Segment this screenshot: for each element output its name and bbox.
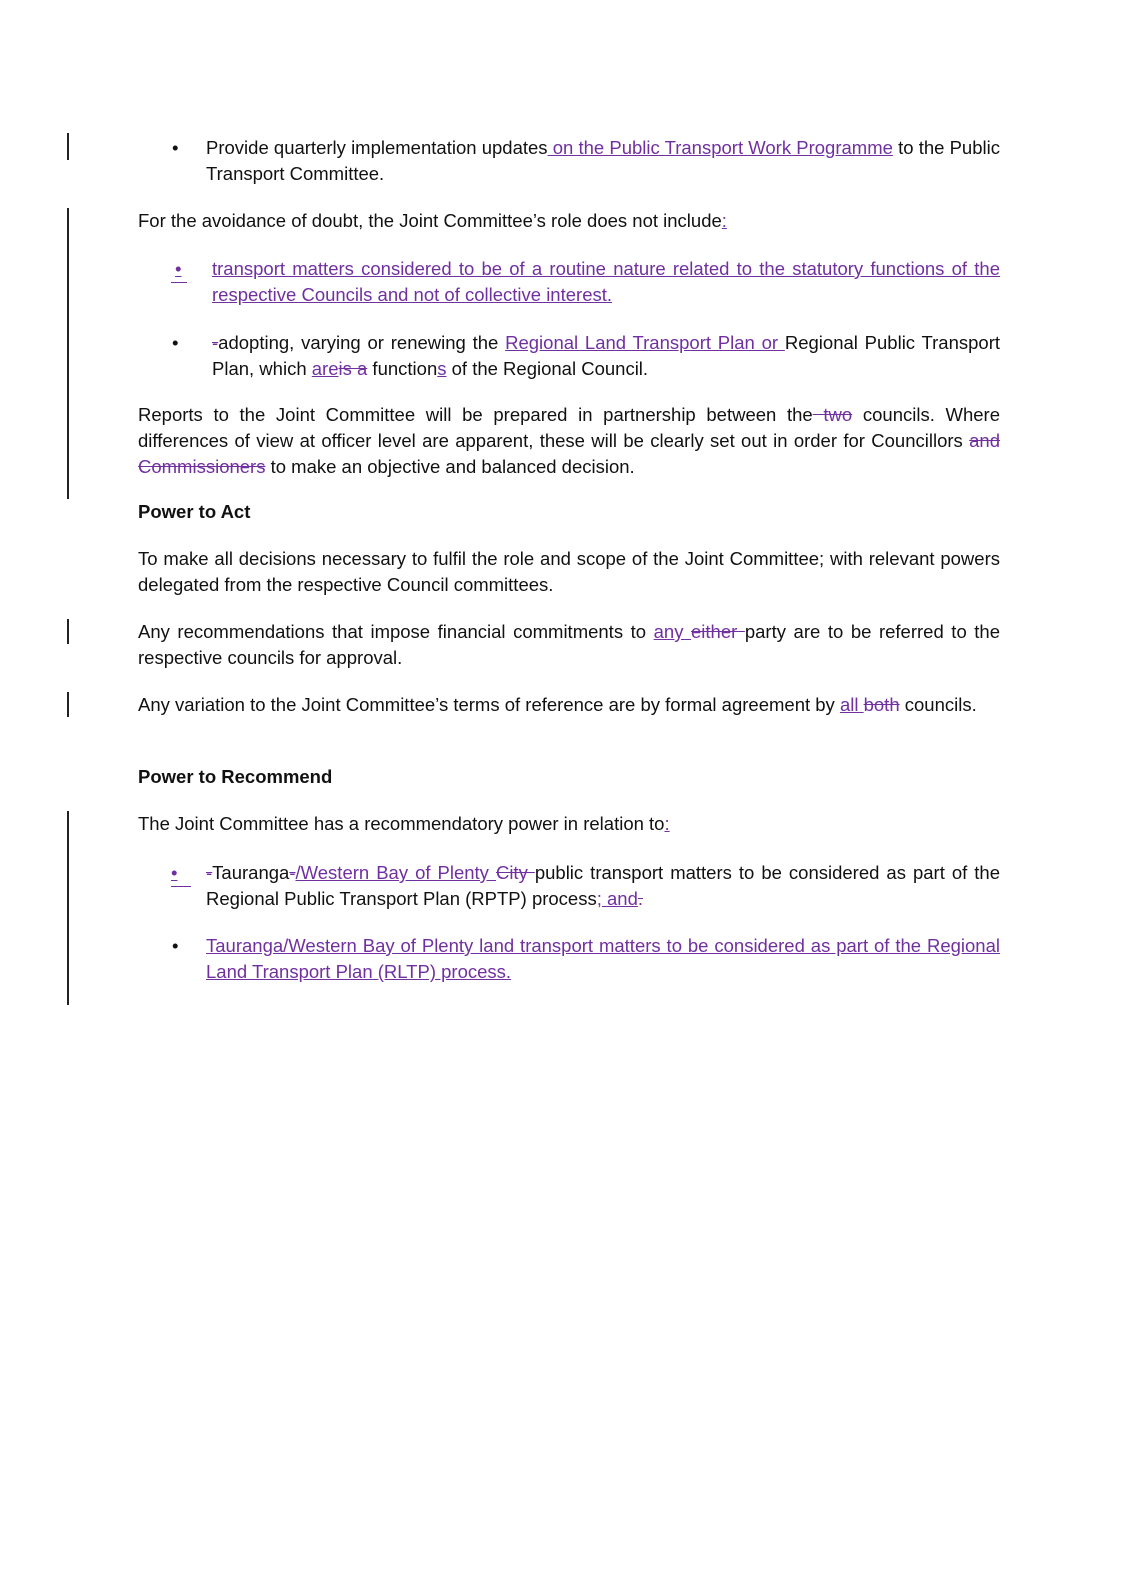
deleted-text: either [691, 621, 745, 642]
paragraph-decisions: To make all decisions necessary to fulfil the role and scope of the Joint Committee; with relevant powers delegated from the respective Council committees. [138, 548, 1000, 595]
inserted-text: any [653, 621, 692, 642]
change-bar [67, 619, 69, 644]
inserted-text: : [664, 813, 670, 834]
change-bar [67, 208, 69, 499]
list-item-rltp [206, 933, 1000, 985]
list-item-routine-matters [212, 256, 1000, 308]
deleted-text: both [863, 694, 900, 715]
deleted-text: . [637, 888, 644, 909]
bullet-inserted: • [171, 860, 191, 887]
deleted-text: is a [338, 358, 368, 379]
bullet: • [172, 935, 179, 956]
inserted-text: : [721, 210, 727, 231]
inserted-text: are [311, 358, 339, 379]
paragraph-reports: Reports to the Joint Committee will be prepared in partnership between the two councils. Where differences of view at officer level are apparent, these will be clearly set out in order for Councillors and Commissioners to make an objective and balanced decision. [138, 404, 1001, 477]
bullet: • [172, 332, 179, 353]
inserted-text: all [839, 694, 864, 715]
list-item-rptp: -Tauranga-/Western Bay of Plenty City public transport matters to be considered as part of the Regional Public Transport Plan (RPTP) process; and. [206, 862, 1001, 909]
paragraph-terms-variation: Any variation to the Joint Committee’s terms of reference are by formal agreement by all both councils. [138, 694, 977, 715]
deleted-text: two [812, 404, 853, 425]
inserted-text: Regional Land Transport Plan or [505, 332, 785, 353]
deleted-text: - [212, 332, 219, 353]
deleted-text: City [495, 862, 535, 883]
list-item-adopting-plans: -adopting, varying or renewing the Regional Land Transport Plan or Regional Public Transport Plan, which areis a functions of the Regional Council. [212, 332, 1000, 379]
paragraph-avoidance: For the avoidance of doubt, the Joint Committee’s role does not include: [138, 210, 727, 231]
paragraph-financial-commitments: Any recommendations that impose financial commitments to any either party are to be referred to the respective councils for approval. [138, 621, 1001, 668]
inserted-text: ; and [596, 888, 638, 909]
inserted-text: s [437, 358, 447, 379]
inserted-text: on the Public Transport Work Programme [547, 137, 893, 158]
inserted-text: Tauranga/Western Bay of Plenty land transport matters to be considered as part of the Regional Land Transport Plan (RLTP) process. [206, 935, 1000, 982]
inserted-text: transport matters considered to be of a routine nature related to the statutory functions of the respective Councils and not of collective interest. [212, 258, 1000, 305]
bullet: • [172, 137, 179, 158]
list-item-quarterly-updates: Provide quarterly implementation updates on the Public Transport Work Programme to the Public Transport Committee. [206, 137, 1000, 184]
change-bar [67, 692, 69, 717]
bullet-inserted: • [171, 256, 187, 283]
deleted-text: and Commissioners [138, 430, 1000, 477]
change-bar [67, 811, 69, 1005]
deleted-text: - [289, 862, 296, 883]
heading-power-to-act: Power to Act [138, 501, 251, 522]
change-bar [67, 133, 69, 160]
heading-power-to-recommend: Power to Recommend [138, 766, 333, 787]
paragraph-recommendatory-power: The Joint Committee has a recommendatory power in relation to: [138, 813, 670, 834]
deleted-text: - [206, 862, 213, 883]
inserted-text: /Western Bay of Plenty [295, 862, 496, 883]
